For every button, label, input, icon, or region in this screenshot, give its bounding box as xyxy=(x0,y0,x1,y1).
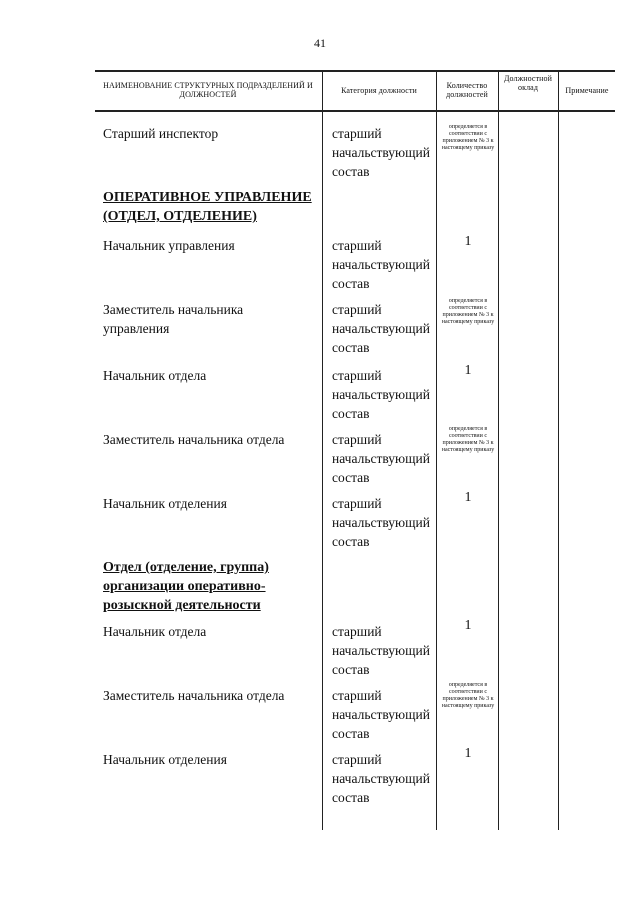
quantity-note: определяется в соответствии с приложением № 3 к настоящему приказу xyxy=(441,124,495,151)
quantity-value: 1 xyxy=(464,234,472,249)
header-quantity: Количество должностей xyxy=(446,81,488,99)
position-name: Начальник отдела xyxy=(103,624,207,639)
position-category: старший начальствующий состав xyxy=(332,126,430,179)
position-category: старший начальствующий состав xyxy=(332,368,430,421)
header-category: Категория должности xyxy=(341,85,417,95)
position-category: старший начальствующий состав xyxy=(332,496,430,549)
quantity-value: 1 xyxy=(464,490,472,505)
quantity-value: 1 xyxy=(464,618,472,633)
position-name: Начальник отделения xyxy=(103,752,227,767)
quantity-note: определяется в соответствии с приложением № 3 к настоящему приказу xyxy=(441,682,495,709)
position-name: Заместитель начальника управления xyxy=(103,302,244,336)
column-divider-4 xyxy=(558,70,559,830)
quantity-note: определяется в соответствии с приложением № 3 к настоящему приказу xyxy=(441,426,495,453)
position-category: старший начальствующий состав xyxy=(332,752,430,805)
column-divider-1 xyxy=(322,70,323,830)
position-name: Начальник отделения xyxy=(103,496,227,511)
header-name: НАИМЕНОВАНИЕ СТРУКТУРНЫХ ПОДРАЗДЕЛЕНИЙ И ДОЛЖНОСТЕЙ xyxy=(103,81,313,99)
quantity-value: 1 xyxy=(464,363,472,378)
column-divider-3 xyxy=(498,70,499,830)
header-bottom-rule xyxy=(95,110,615,112)
position-name: Заместитель начальника отдела xyxy=(103,432,285,447)
page-number: 41 xyxy=(314,36,326,50)
position-category: старший начальствующий состав xyxy=(332,432,430,485)
header-top-rule xyxy=(95,70,615,72)
table-header xyxy=(95,70,615,110)
position-category: старший начальствующий состав xyxy=(332,238,430,291)
section-heading: Отдел (отделение, группа) организации оперативно-розыскной деятельности xyxy=(103,560,269,613)
position-category: старший начальствующий состав xyxy=(332,688,430,741)
position-category: старший начальствующий состав xyxy=(332,302,430,355)
section-heading: ОПЕРАТИВНОЕ УПРАВЛЕНИЕ (ОТДЕЛ, ОТДЕЛЕНИЕ) xyxy=(103,190,312,224)
position-name: Старший инспектор xyxy=(103,126,219,141)
quantity-value: 1 xyxy=(464,746,472,761)
header-salary: Должностной оклад xyxy=(503,74,553,92)
quantity-note: определяется в соответствии с приложением № 3 к настоящему приказу xyxy=(441,298,495,325)
position-name: Заместитель начальника отдела xyxy=(103,688,285,703)
position-name: Начальник отдела xyxy=(103,368,207,383)
header-note: Примечание xyxy=(565,85,609,95)
position-category: старший начальствующий состав xyxy=(332,624,430,677)
position-name: Начальник управления xyxy=(103,238,235,253)
